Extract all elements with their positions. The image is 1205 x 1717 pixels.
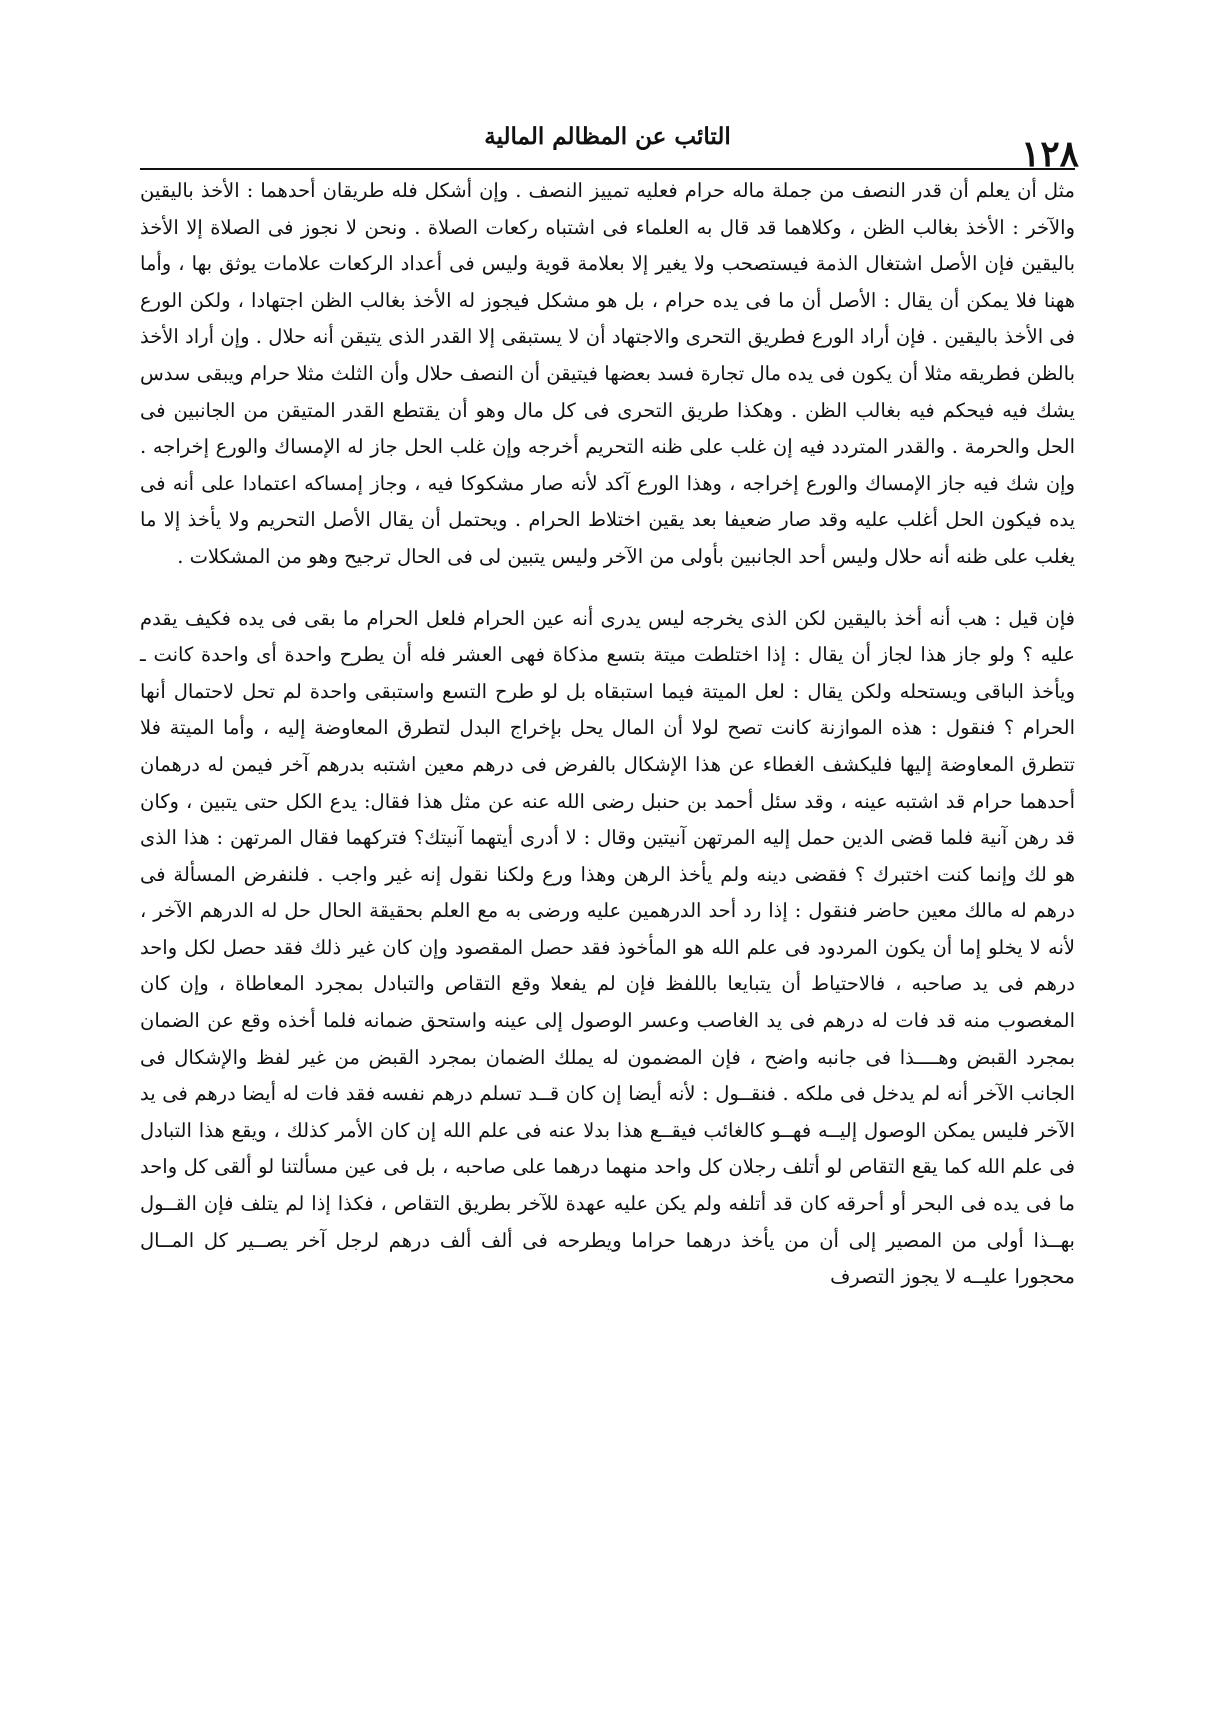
paragraph-gap: [140, 576, 1075, 601]
page-header: [140, 115, 1079, 175]
body-text: [140, 173, 1075, 1296]
running-title: التائب عن المظالم المالية: [484, 123, 731, 150]
paragraph-1: مثل أن يعلم أن قدر النصف من جملة ماله حرام فعليه تمييز النصف . وإن أشكل فله طريقان أحدهما : الأخذ باليقين والآخر : الأخذ بغالب الظن ، وكلاهما قد قال به العلماء فى اشتباه ركعات الصلاة . ونحن لا نجوز فى الصلاة إلا الأخذ باليقين فإن الأصل اشتغال الذمة فيستصحب ولا يغير إلا بعلامة قوية وليس فى أعداد الركعات علامات يوثق بها ، وأما ههنا فلا يمكن أن يقال : الأصل أن ما فى يده حرام ، بل هو مشكل فيجوز له الأخذ بغالب الظن اجتهادا ، ولكن الورع فى الأخذ باليقين . فإن أراد الورع فطريق التحرى والاجتهاد أن لا يستبقى إلا القدر الذى يتيقن أنه حلال . وإن أراد الأخذ بالظن فطريقه مثلا أن يكون فى يده مال تجارة فسد بعضها فيتيقن أن النصف حلال وأن الثلث مثلا حرام ويبقى سدس يشك فيه فيحكم فيه بغالب الظن . وهكذا طريق التحرى فى كل مال وهو أن يقتطع القدر المتيقن من الجانبين فى الحل والحرمة . والقدر المتردد فيه إن غلب على ظنه التحريم أخرجه وإن غلب الحل جاز له الإمساك والورع إخراجه . وإن شك فيه جاز الإمساك والورع إخراجه ، وهذا الورع آكد لأنه صار مشكوكا فيه ، وجاز إمساكه اعتمادا على أنه فى يده فيكون الحل أغلب عليه وقد صار ضعيفا بعد يقين اختلاط الحرام . ويحتمل أن يقال الأصل التحريم ولا يأخذ إلا ما يغلب على ظنه أنه حلال وليس أحد الجانبين بأولى من الآخر وليس يتبين لى فى الحال ترجيح وهو من المشكلات .: [140, 179, 1075, 568]
header-rule: [140, 168, 1075, 170]
page-number: ١٢٨: [1020, 133, 1079, 175]
paragraph-2: فإن قيل : هب أنه أخذ باليقين لكن الذى يخرجه ليس يدرى أنه عين الحرام فلعل الحرام ما بقى فى يده فكيف يقدم عليه ؟ ولو جاز هذا لجاز أن يقال : إذا اختلطت ميتة بتسع مذكاة فهى العشر فله أن يطرح واحدة أى واحدة كانت ـ ويأخذ الباقى ويستحله ولكن يقال : لعل الميتة فيما استبقاه بل لو طرح التسع واستبقى واحدة لم تحل لاحتمال أنها الحرام ؟ فنقول : هذه الموازنة كانت تصح لولا أن المال يحل بإخراج البدل لتطرق المعاوضة إليه ، وأما الميتة فلا تتطرق المعاوضة إليها فليكشف الغطاء عن هذا الإشكال بالفرض فى درهم معين اشتبه بدرهم آخر فيمن له درهمان أحدهما حرام قد اشتبه عينه ، وقد سئل أحمد بن حنبل رضى الله عنه عن مثل هذا فقال: يدع الكل حتى يتبين ، وكان قد رهن آنية فلما قضى الدين حمل إليه المرتهن آنيتين وقال : لا أدرى أيتهما آنيتك؟ فتركهما فقال المرتهن : هذا الذى هو لك وإنما كنت اختبرك ؟ فقضى دينه ولم يأخذ الرهن وهذا ورع ولكنا نقول إنه غير واجب . فلنفرض المسألة فى درهم له مالك معين حاضر فنقول : إذا رد أحد الدرهمين عليه ورضى به مع العلم بحقيقة الحال حل له الدرهم الآخر ، لأنه لا يخلو إما أن يكون المردود فى علم الله هو المأخوذ فقد حصل المقصود وإن كان غير ذلك فقد حصل لكل واحد درهم فى يد صاحبه ، فالاحتياط أن يتبايعا باللفظ فإن لم يفعلا وقع التقاص والتبادل بمجرد المعاطاة ، وإن كان المغصوب منه قد فات له درهم فى يد الغاصب وعسر الوصول إلى عينه واستحق ضمانه فلما أخذه وقع عن الضمان بمجرد القبض وهــــذا فى جانبه واضح ، فإن المضمون له يملك الضمان بمجرد القبض من غير لفظ والإشكال فى الجانب الآخر أنه لم يدخل فى ملكه . فنقــول : لأنه أيضا إن كان قــد تسلم درهم نفسه فقد فات له أيضا درهم فى يد الآخر فليس يمكن الوصول إليــه فهــو كالغائب فيقــع هذا بدلا عنه فى علم الله إن كان الأمر كذلك ، ويقع هذا التبادل فى علم الله كما يقع التقاص لو أتلف رجلان كل واحد منهما درهما على صاحبه ، بل فى عين مسألتنا لو ألقى كل واحد ما فى يده فى البحر أو أحرقه كان قد أتلفه ولم يكن عليه عهدة للآخر بطريق التقاص ، فكذا إذا لم يتلف فإن القــول بهــذا أولى من المصير إلى أن من يأخذ درهما حراما ويطرحه فى ألف ألف درهم لرجل آخر يصــير كل المــال محجورا عليــه لا يجوز التصرف: [140, 606, 1075, 1289]
book-page: [140, 115, 1079, 1296]
